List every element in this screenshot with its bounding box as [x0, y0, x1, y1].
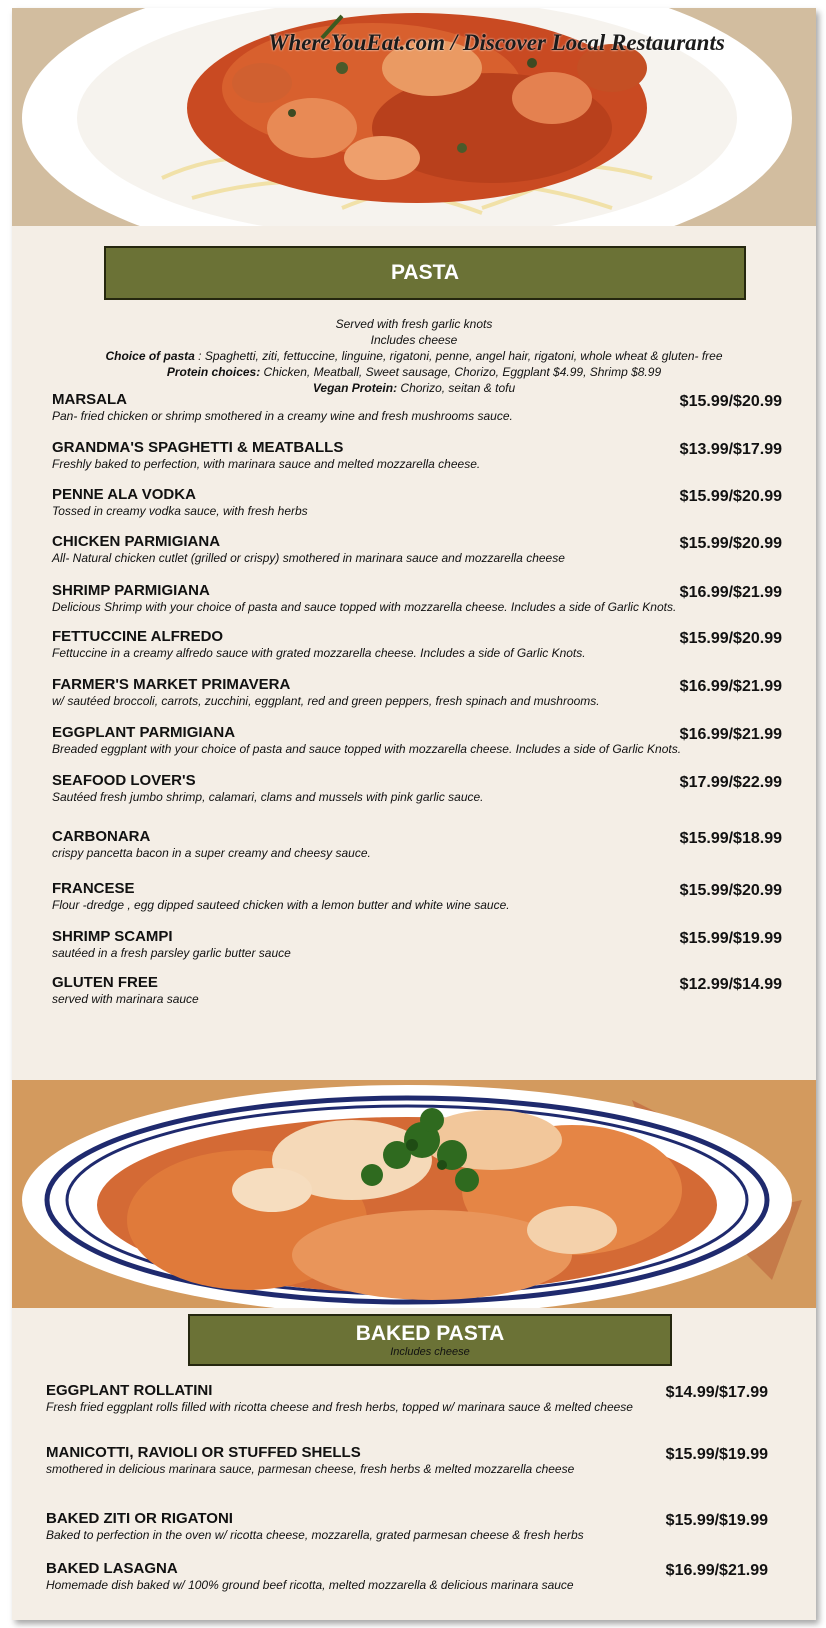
item-price: $15.99/$20.99: [679, 535, 782, 552]
intro-line-garlic-knots: Served with fresh garlic knots: [335, 317, 493, 331]
item-price: $17.99/$22.99: [679, 774, 782, 791]
item-name: CHICKEN PARMIGIANA: [52, 533, 221, 550]
item-price: $15.99/$20.99: [679, 882, 782, 899]
choice-text: : Spaghetti, ziti, fettuccine, linguine, rigatoni, penne, angel hair, rigatoni, whole wheat & gluten- free: [194, 349, 723, 363]
baked-shells-photo: [12, 1080, 816, 1308]
menu-item: [52, 724, 782, 757]
item-name: MANICOTTI, RAVIOLI OR STUFFED SHELLS: [46, 1444, 361, 1461]
menu-item: [46, 1560, 768, 1593]
item-desc: served with marinara sauce: [52, 992, 199, 1006]
item-desc: crispy pancetta bacon in a super creamy and cheesy sauce.: [52, 846, 371, 860]
menu-item: [52, 582, 782, 615]
item-name: SEAFOOD LOVER'S: [52, 772, 196, 789]
item-name: GRANDMA'S SPAGHETTI & MEATBALLS: [52, 439, 344, 456]
menu-item: [46, 1382, 768, 1415]
menu-item: [52, 676, 782, 709]
item-desc: Freshly baked to perfection, with marinara sauce and melted mozzarella cheese.: [52, 457, 481, 471]
menu-item: [52, 974, 782, 1007]
menu-page: [12, 8, 816, 1620]
menu-item: [52, 391, 782, 424]
item-desc: Delicious Shrimp with your choice of pasta and sauce topped with mozzarella cheese. Includes a side of Garlic Knots.: [52, 600, 677, 614]
item-desc: Pan- fried chicken or shrimp smothered in a creamy wine and fresh mushrooms sauce.: [52, 409, 513, 423]
item-name: FRANCESE: [52, 880, 135, 897]
item-name: FARMER'S MARKET PRIMAVERA: [52, 676, 291, 693]
intro-choice-of-pasta: [52, 348, 776, 364]
menu-item: [52, 828, 782, 861]
item-price: $12.99/$14.99: [679, 976, 782, 993]
menu-item: [46, 1444, 768, 1477]
choice-label: Choice of pasta: [105, 349, 195, 363]
item-desc: Breaded eggplant with your choice of pasta and sauce topped with mozzarella cheese. Includes a side of Garlic Knots.: [52, 742, 682, 756]
item-price: $13.99/$17.99: [679, 441, 782, 458]
menu-item: [52, 628, 782, 661]
item-price: $15.99/$19.99: [665, 1446, 768, 1463]
vegan-text: Chorizo, seitan & tofu: [397, 381, 516, 395]
item-desc: All- Natural chicken cutlet (grilled or crispy) smothered in marinara sauce and mozzarella cheese: [52, 551, 565, 565]
baked-subtitle: Includes cheese: [390, 1346, 470, 1358]
protein-text: Chicken, Meatball, Sweet sausage, Chorizo, Eggplant $4.99, Shrimp $8.99: [260, 365, 662, 379]
item-desc: w/ sautéed broccoli, carrots, zucchini, eggplant, red and green peppers, fresh spinach and mushrooms.: [52, 694, 600, 708]
item-name: BAKED LASAGNA: [46, 1560, 178, 1577]
menu-item: [52, 880, 782, 913]
menu-item: [52, 439, 782, 472]
item-price: $15.99/$20.99: [679, 630, 782, 647]
vegan-label: Vegan Protein:: [312, 381, 398, 395]
item-price: $15.99/$20.99: [679, 393, 782, 410]
protein-label: Protein choices:: [166, 365, 261, 379]
item-desc: Homemade dish baked w/ 100% ground beef ricotta, melted mozzarella & delicious marinara sauce: [46, 1578, 574, 1592]
spaghetti-photo: [12, 8, 816, 226]
item-price: $15.99/$20.99: [679, 488, 782, 505]
item-name: FETTUCCINE ALFREDO: [52, 628, 224, 645]
menu-item: [52, 533, 782, 566]
item-name: EGGPLANT PARMIGIANA: [52, 724, 236, 741]
item-price: $16.99/$21.99: [679, 678, 782, 695]
menu-item: [52, 928, 782, 961]
item-desc: Sautéed fresh jumbo shrimp, calamari, clams and mussels with pink garlic sauce.: [52, 790, 484, 804]
baked-section-title: [188, 1314, 672, 1366]
item-price: $15.99/$19.99: [679, 930, 782, 947]
intro-line-cheese: Includes cheese: [370, 333, 458, 347]
item-name: BAKED ZITI OR RIGATONI: [46, 1510, 233, 1527]
item-price: $16.99/$21.99: [679, 726, 782, 743]
item-name: EGGPLANT ROLLATINI: [46, 1382, 213, 1399]
intro-protein-choices: [52, 364, 776, 380]
item-desc: Tossed in creamy vodka sauce, with fresh herbs: [52, 504, 308, 518]
item-desc: Fettuccine in a creamy alfredo sauce with grated mozzarella cheese. Includes a side of Garlic Knots.: [52, 646, 586, 660]
item-name: SHRIMP SCAMPI: [52, 928, 173, 945]
item-name: PENNE ALA VODKA: [52, 486, 196, 503]
pasta-section-title: PASTA: [104, 246, 746, 300]
item-price: $16.99/$21.99: [665, 1562, 768, 1579]
item-name: GLUTEN FREE: [52, 974, 158, 991]
item-name: MARSALA: [52, 391, 127, 408]
baked-title: BAKED PASTA: [355, 1322, 505, 1345]
item-price: $15.99/$19.99: [665, 1512, 768, 1529]
menu-item: [46, 1510, 768, 1543]
menu-item: [52, 486, 782, 519]
item-name: CARBONARA: [52, 828, 151, 845]
item-desc: Fresh fried eggplant rolls filled with ricotta cheese and fresh herbs, topped w/ marinara sauce & melted cheese: [46, 1400, 633, 1414]
item-desc: smothered in delicious marinara sauce, parmesan cheese, fresh herbs & melted mozzarella cheese: [46, 1462, 575, 1476]
item-name: SHRIMP PARMIGIANA: [52, 582, 210, 599]
pasta-intro: [52, 316, 776, 396]
menu-item: [52, 772, 782, 805]
item-price: $14.99/$17.99: [665, 1384, 768, 1401]
item-desc: sautéed in a fresh parsley garlic butter sauce: [52, 946, 291, 960]
item-price: $16.99/$21.99: [679, 584, 782, 601]
watermark-text: WhereYouEat.com / Discover Local Restaurants: [268, 30, 725, 55]
item-desc: Baked to perfection in the oven w/ ricotta cheese, mozzarella, grated parmesan cheese & fresh herbs: [46, 1528, 584, 1542]
item-desc: Flour -dredge , egg dipped sauteed chicken with a lemon butter and white wine sauce.: [52, 898, 510, 912]
item-price: $15.99/$18.99: [679, 830, 782, 847]
